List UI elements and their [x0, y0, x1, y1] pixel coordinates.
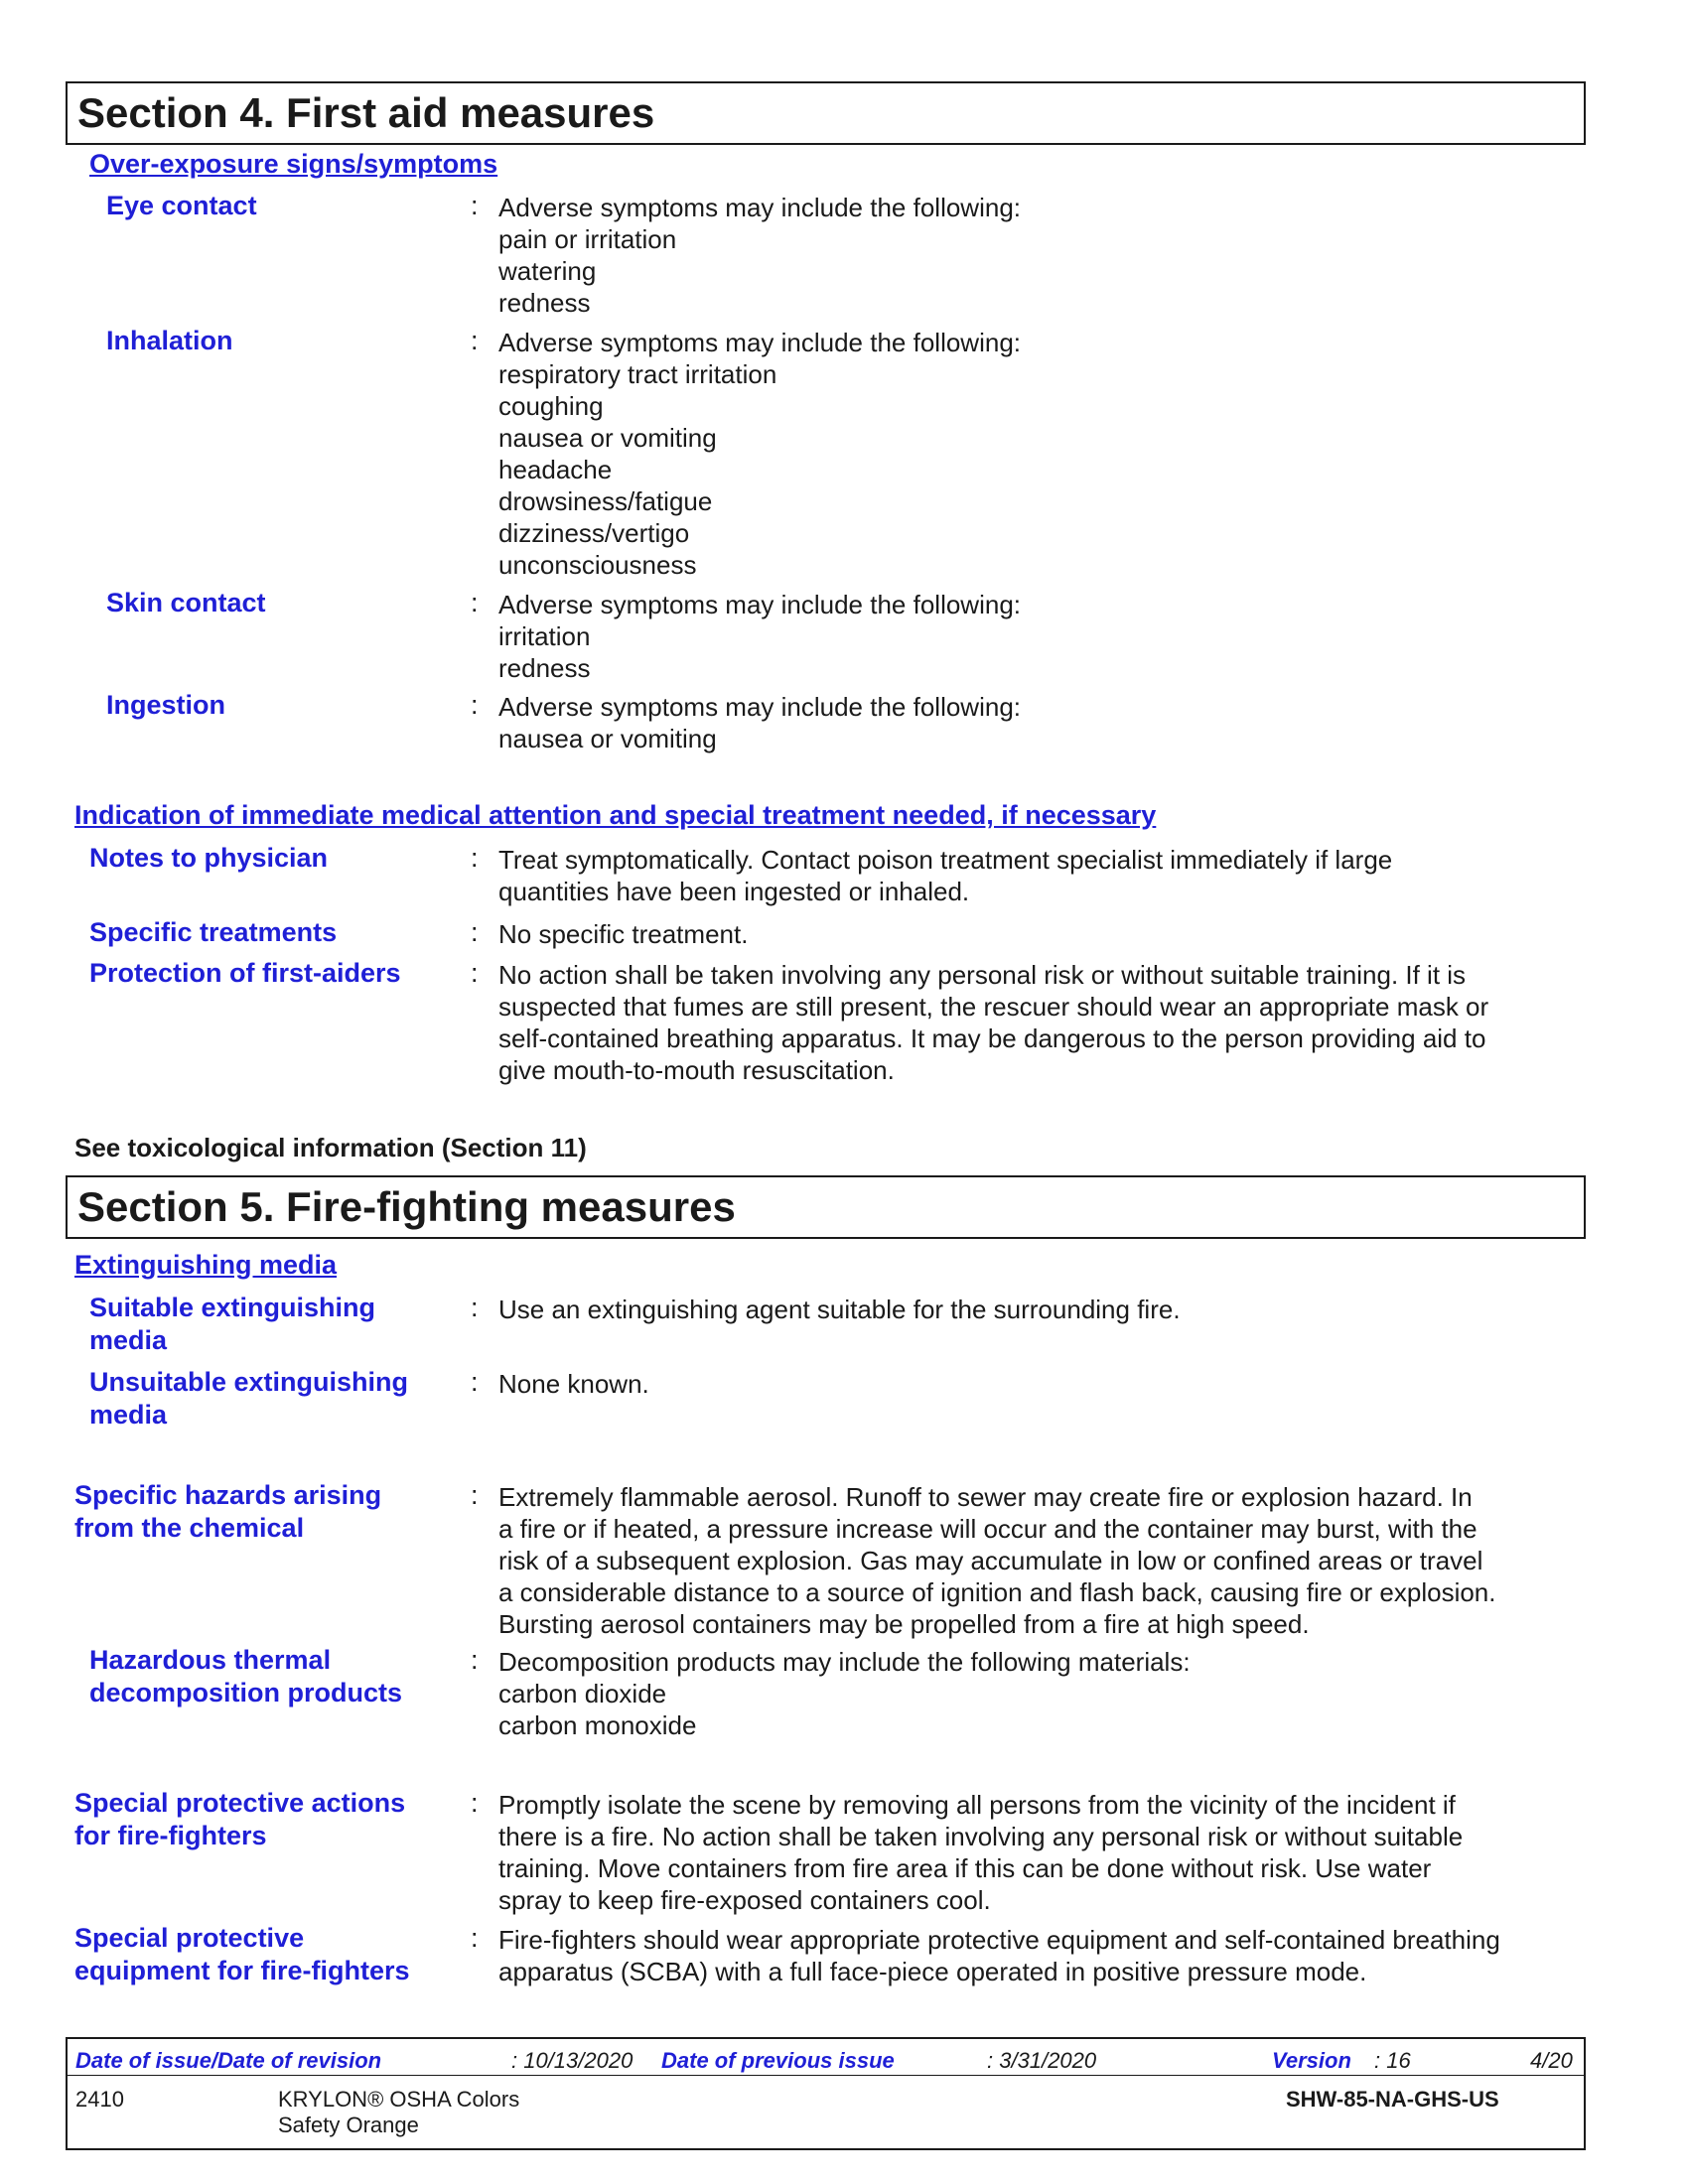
text-line: quantities have been ingested or inhaled. [498, 877, 970, 906]
footer-page-number: 4/20 [1530, 2048, 1573, 2073]
text-line: None known. [498, 1369, 649, 1399]
text-line: a considerable distance to a source of ignition and flash back, causing fire or explosion. [498, 1577, 1496, 1607]
text-line: redness [498, 288, 591, 318]
footer-issue-label: Date of issue/Date of revision [75, 2048, 382, 2073]
footer-product-color: Safety Orange [278, 2113, 419, 2137]
ingestion-label: Ingestion [106, 690, 225, 720]
specific-treatments-label: Specific treatments [89, 917, 338, 947]
label-line: decomposition products [89, 1678, 403, 1707]
colon: : [471, 1480, 479, 1510]
text-line: Treat symptomatically. Contact poison treatment specialist immediately if large [498, 845, 1393, 875]
text-line: pain or irritation [498, 224, 677, 254]
eye-contact-value [498, 192, 1581, 319]
footer-document-id: SHW-85-NA-GHS-US [1286, 2087, 1499, 2112]
section-4-title: Section 4. First aid measures [77, 89, 655, 136]
text-line: risk of a subsequent explosion. Gas may accumulate in low or confined areas or travel [498, 1546, 1483, 1575]
label-line: for fire-fighters [74, 1821, 267, 1850]
text-line: Bursting aerosol containers may be propelled from a fire at high speed. [498, 1609, 1310, 1639]
text-line: suspected that fumes are still present, the rescuer should wear an appropriate mask or [498, 992, 1489, 1022]
page-footer [66, 2037, 1586, 2150]
label-line: Unsuitable extinguishing [89, 1367, 409, 1397]
text-line: there is a fire. No action shall be taken involving any personal risk or without suitable [498, 1822, 1464, 1851]
special-protective-equipment-value [498, 1924, 1581, 1987]
specific-treatments-value [498, 918, 1581, 950]
text-line: nausea or vomiting [498, 423, 717, 453]
text-line: Adverse symptoms may include the following: [498, 193, 1022, 222]
text-line: training. Move containers from fire area if this can be done without risk. Use water [498, 1853, 1432, 1883]
colon: : [471, 1923, 479, 1953]
text-line: irritation [498, 621, 591, 651]
suitable-extinguishing-value [498, 1294, 1581, 1325]
notes-to-physician-value [498, 844, 1581, 907]
hazardous-thermal-label [89, 1644, 402, 1709]
label-line: Special protective [74, 1923, 305, 1953]
colon: : [471, 1367, 479, 1397]
label-line: from the chemical [74, 1513, 305, 1543]
text-line: apparatus (SCBA) with a full face-piece operated in positive pressure mode. [498, 1957, 1367, 1986]
text-line: headache [498, 455, 613, 484]
see-toxicological-note: See toxicological information (Section 11) [74, 1133, 587, 1162]
text-line: coughing [498, 391, 604, 421]
label-line: Special protective actions [74, 1788, 406, 1818]
footer-version-label: Version [1272, 2048, 1351, 2073]
footer-issue-value: : 10/13/2020 [511, 2048, 633, 2073]
text-line: Decomposition products may include the following materials: [498, 1647, 1191, 1677]
inhalation-value [498, 327, 1581, 581]
section-5-title: Section 5. Fire-fighting measures [77, 1183, 736, 1230]
special-protective-actions-value [498, 1789, 1581, 1916]
hazardous-thermal-value [498, 1646, 1581, 1741]
text-line: nausea or vomiting [498, 724, 717, 753]
label-line: media [89, 1325, 168, 1355]
special-protective-equipment-label [74, 1922, 410, 1987]
text-line: give mouth-to-mouth resuscitation. [498, 1055, 895, 1085]
colon: : [471, 1293, 479, 1322]
text-line: Fire-fighters should wear appropriate protective equipment and self-contained breathing [498, 1925, 1500, 1955]
specific-hazards-label [74, 1479, 381, 1545]
protection-of-first-aiders-value [498, 959, 1581, 1086]
colon: : [471, 690, 479, 720]
colon: : [471, 588, 479, 617]
colon: : [471, 191, 479, 220]
colon: : [471, 1788, 479, 1818]
protection-of-first-aiders-label: Protection of first-aiders [89, 958, 401, 988]
text-line: Extremely flammable aerosol. Runoff to sewer may create fire or explosion hazard. In [498, 1482, 1473, 1512]
label-line: Hazardous thermal [89, 1645, 332, 1675]
footer-divider [68, 2075, 1584, 2076]
label-line: media [89, 1400, 168, 1430]
ingestion-value [498, 691, 1581, 754]
footer-version-value: : 16 [1374, 2048, 1411, 2073]
text-line: a fire or if heated, a pressure increase will occur and the container may burst, with the [498, 1514, 1477, 1544]
notes-to-physician-label: Notes to physician [89, 843, 329, 873]
section-5-header [66, 1175, 1586, 1239]
indication-heading: Indication of immediate medical attention and special treatment needed, if necessary [74, 800, 1157, 830]
text-line: Adverse symptoms may include the following: [498, 590, 1022, 619]
text-line: Adverse symptoms may include the following: [498, 692, 1022, 722]
text-line: carbon monoxide [498, 1710, 697, 1740]
eye-contact-label: Eye contact [106, 191, 257, 220]
extinguishing-media-heading: Extinguishing media [74, 1250, 338, 1280]
footer-previous-issue-value: : 3/31/2020 [987, 2048, 1097, 2073]
special-protective-actions-label [74, 1787, 405, 1852]
text-line: redness [498, 653, 591, 683]
label-line: Suitable extinguishing [89, 1293, 376, 1322]
skin-contact-value [498, 589, 1581, 684]
text-line: dizziness/vertigo [498, 518, 690, 548]
text-line: Adverse symptoms may include the following: [498, 328, 1022, 357]
text-line: No specific treatment. [498, 919, 749, 949]
text-line: unconsciousness [498, 550, 697, 580]
text-line: No action shall be taken involving any personal risk or without suitable training. If it is [498, 960, 1467, 990]
text-line: watering [498, 256, 597, 286]
text-line: self-contained breathing apparatus. It may be dangerous to the person providing aid to [498, 1024, 1486, 1053]
overexposure-heading: Over-exposure signs/symptoms [89, 149, 498, 179]
skin-contact-label: Skin contact [106, 588, 266, 617]
unsuitable-extinguishing-value [498, 1368, 1581, 1400]
footer-previous-issue-label: Date of previous issue [661, 2048, 895, 2073]
text-line: spray to keep fire-exposed containers cool. [498, 1885, 991, 1915]
colon: : [471, 917, 479, 947]
colon: : [471, 958, 479, 988]
unsuitable-extinguishing-label [89, 1366, 408, 1432]
footer-product-code: 2410 [75, 2087, 124, 2112]
inhalation-label: Inhalation [106, 326, 233, 355]
label-line: Specific hazards arising [74, 1480, 382, 1510]
text-line: carbon dioxide [498, 1679, 667, 1708]
text-line: drowsiness/fatigue [498, 486, 713, 516]
footer-product-name: KRYLON® OSHA Colors [278, 2087, 520, 2112]
text-line: Use an extinguishing agent suitable for the surrounding fire. [498, 1295, 1181, 1324]
label-line: equipment for fire-fighters [74, 1956, 410, 1985]
text-line: Promptly isolate the scene by removing all persons from the vicinity of the incident if [498, 1790, 1456, 1820]
colon: : [471, 843, 479, 873]
colon: : [471, 1645, 479, 1675]
suitable-extinguishing-label [89, 1292, 375, 1357]
colon: : [471, 326, 479, 355]
text-line: respiratory tract irritation [498, 359, 777, 389]
section-4-header [66, 81, 1586, 145]
specific-hazards-value [498, 1481, 1581, 1640]
